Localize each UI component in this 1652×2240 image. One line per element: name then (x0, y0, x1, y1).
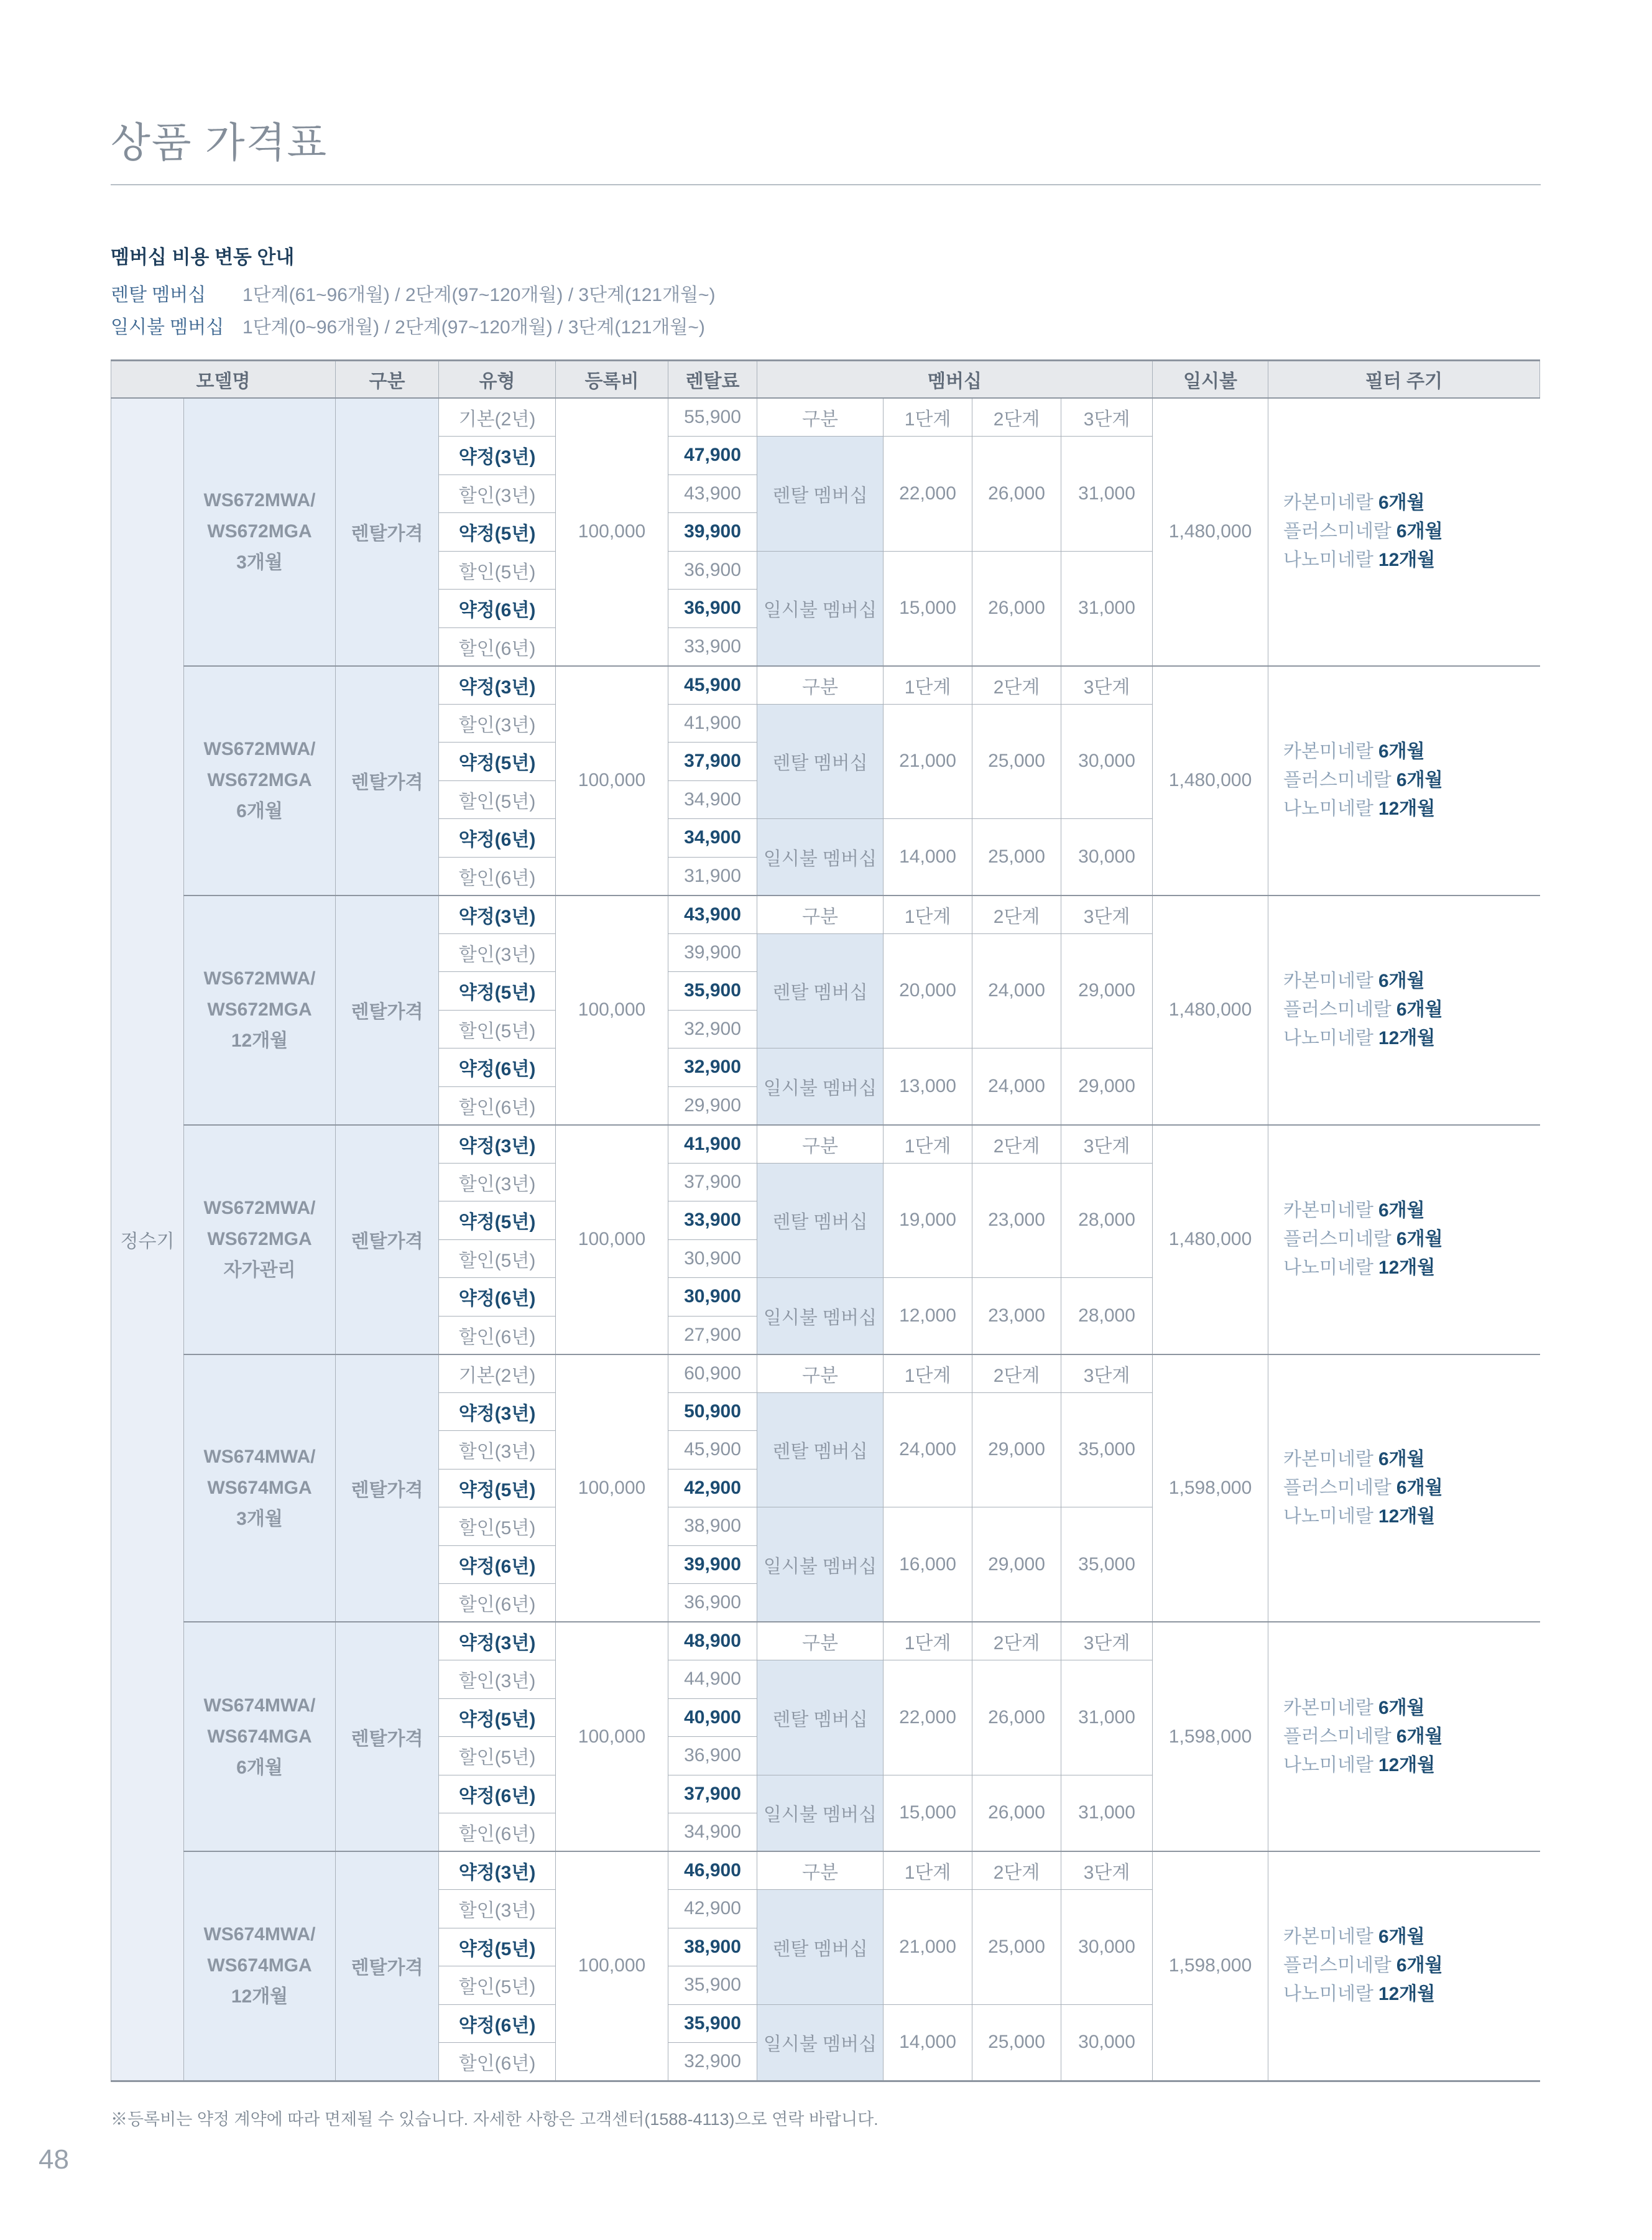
rental-fee-cell: 30,900 (668, 1239, 757, 1278)
notice-text-lump: 1단계(0~96개월) / 2단계(97~120개월) / 3단계(121개월~) (242, 317, 705, 338)
membership-value-cell: 26,000 (972, 551, 1061, 666)
membership-value-cell: 26,000 (972, 1660, 1061, 1775)
rental-fee-cell: 36,900 (668, 1584, 757, 1622)
filter-period: 12개월 (1378, 550, 1436, 571)
rental-fee-cell: 47,900 (668, 437, 757, 475)
membership-value-cell: 21,000 (884, 704, 972, 819)
page-number: 48 (39, 2144, 69, 2175)
membership-value-cell: 31,000 (1061, 1660, 1153, 1775)
plan-type-cell: 할인(6년) (439, 627, 556, 666)
filter-period: 6개월 (1378, 741, 1425, 762)
plan-type-cell: 약정(3년) (439, 666, 556, 705)
plan-type-cell: 약정(3년) (439, 1851, 556, 1890)
filter-cycle-cell (1268, 1851, 1540, 2081)
membership-value-cell: 16,000 (884, 1507, 972, 1622)
filter-period: 12개월 (1378, 1754, 1436, 1775)
membership-value-cell: 26,000 (972, 437, 1061, 552)
plan-type-cell: 할인(3년) (439, 474, 556, 513)
filter-cycle-cell (1268, 398, 1540, 666)
membership-value-cell: 23,000 (972, 1278, 1061, 1354)
filter-period: 6개월 (1396, 1955, 1443, 1976)
membership-value-cell: 31,000 (1061, 437, 1153, 552)
pricing-type-cell: 렌탈가격 (336, 1125, 439, 1354)
membership-col-header: 1단계 (884, 1354, 972, 1393)
membership-value-cell: 15,000 (884, 551, 972, 666)
filter-name: 카본미네랄 (1283, 741, 1373, 762)
filter-period: 12개월 (1378, 1028, 1436, 1048)
registration-fee-cell: 100,000 (556, 896, 668, 1125)
membership-col-header: 3단계 (1061, 1622, 1153, 1660)
membership-value-cell: 29,000 (972, 1507, 1061, 1622)
rental-fee-cell: 40,900 (668, 1698, 757, 1737)
rental-fee-cell: 27,900 (668, 1316, 757, 1354)
plan-type-cell: 할인(5년) (439, 1737, 556, 1775)
membership-col-header: 구분 (757, 1851, 884, 1890)
lump-sum-cell: 1,598,000 (1153, 1622, 1268, 1851)
plan-type-cell: 약정(5년) (439, 1928, 556, 1966)
filter-name: 플러스미네랄 (1283, 1955, 1391, 1976)
plan-type-cell: 할인(6년) (439, 2043, 556, 2081)
membership-label-cell: 렌탈 멤버십 (757, 1660, 884, 1775)
rental-fee-cell: 37,900 (668, 1775, 757, 1813)
membership-col-header: 3단계 (1061, 896, 1153, 934)
rental-fee-cell: 34,900 (668, 780, 757, 819)
membership-col-header: 구분 (757, 398, 884, 437)
registration-fee-cell: 100,000 (556, 1851, 668, 2081)
price-table-body (111, 398, 1540, 2081)
membership-value-cell: 29,000 (972, 1392, 1061, 1507)
rental-fee-cell: 39,900 (668, 513, 757, 552)
rental-fee-cell: 33,900 (668, 1201, 757, 1240)
lump-sum-cell: 1,480,000 (1153, 1125, 1268, 1354)
filter-cycle-cell (1268, 1354, 1540, 1622)
rental-fee-cell: 45,900 (668, 666, 757, 705)
plan-type-cell: 할인(6년) (439, 1813, 556, 1852)
filter-period: 6개월 (1396, 1229, 1443, 1249)
pricing-type-cell: 렌탈가격 (336, 896, 439, 1125)
rental-fee-cell: 45,900 (668, 1431, 757, 1469)
membership-value-cell: 25,000 (972, 1890, 1061, 2005)
filter-period: 12개월 (1378, 1257, 1436, 1278)
model-cell: WS674MWA/ WS674MGA 3개월 (184, 1354, 336, 1622)
notice-line-rental (111, 279, 716, 312)
membership-col-header: 3단계 (1061, 398, 1153, 437)
membership-value-cell: 28,000 (1061, 1278, 1153, 1354)
membership-label-cell: 일시불 멤버십 (757, 1775, 884, 1851)
rental-fee-cell: 41,900 (668, 1125, 757, 1164)
table-header-row (111, 361, 1540, 399)
membership-col-header: 1단계 (884, 1851, 972, 1890)
membership-col-header: 3단계 (1061, 1354, 1153, 1393)
membership-col-header: 2단계 (972, 666, 1061, 705)
price-table-wrap (111, 359, 1540, 2082)
filter-period: 6개월 (1396, 1477, 1443, 1498)
filter-cycle-cell (1268, 896, 1540, 1125)
plan-type-cell: 약정(5년) (439, 1201, 556, 1240)
col-header-membership: 멤버십 (757, 361, 1153, 399)
model-cell: WS672MWA/ WS672MGA 3개월 (184, 398, 336, 666)
membership-label-cell: 일시불 멤버십 (757, 551, 884, 666)
plan-type-cell: 할인(5년) (439, 1010, 556, 1048)
filter-cycle-cell (1268, 1125, 1540, 1354)
rental-fee-cell: 32,900 (668, 2043, 757, 2081)
membership-label-cell: 렌탈 멤버십 (757, 1392, 884, 1507)
membership-value-cell: 28,000 (1061, 1163, 1153, 1278)
membership-value-cell: 35,000 (1061, 1392, 1153, 1507)
membership-col-header: 구분 (757, 1622, 884, 1660)
membership-col-header: 구분 (757, 1125, 884, 1164)
filter-name: 나노미네랄 (1283, 1028, 1373, 1048)
plan-type-cell: 할인(6년) (439, 1584, 556, 1622)
membership-value-cell: 30,000 (1061, 819, 1153, 896)
filter-name: 나노미네랄 (1283, 1506, 1373, 1527)
plan-type-cell: 약정(5년) (439, 513, 556, 552)
membership-value-cell: 24,000 (972, 1048, 1061, 1125)
filter-period: 6개월 (1378, 971, 1425, 991)
registration-fee-cell: 100,000 (556, 1622, 668, 1851)
rental-fee-cell: 60,900 (668, 1354, 757, 1393)
pricing-type-cell: 렌탈가격 (336, 666, 439, 896)
model-cell: WS672MWA/ WS672MGA 6개월 (184, 666, 336, 896)
filter-period: 6개월 (1396, 1726, 1443, 1747)
rental-fee-cell: 46,900 (668, 1851, 757, 1890)
filter-period: 6개월 (1378, 1697, 1425, 1718)
plan-type-cell: 약정(6년) (439, 590, 556, 628)
plan-type-cell: 할인(5년) (439, 1966, 556, 2005)
filter-period: 6개월 (1396, 770, 1443, 790)
notice-text-rental: 1단계(61~96개월) / 2단계(97~120개월) / 3단계(121개월~) (242, 285, 716, 305)
membership-col-header: 2단계 (972, 1851, 1061, 1890)
membership-value-cell: 30,000 (1061, 2004, 1153, 2081)
rental-fee-cell: 36,900 (668, 551, 757, 590)
membership-col-header: 2단계 (972, 1354, 1061, 1393)
rental-fee-cell: 35,900 (668, 1966, 757, 2005)
plan-type-cell: 할인(3년) (439, 933, 556, 972)
membership-col-header: 1단계 (884, 1125, 972, 1164)
rental-fee-cell: 50,900 (668, 1392, 757, 1431)
plan-type-cell: 기본(2년) (439, 398, 556, 437)
plan-type-cell: 약정(6년) (439, 2004, 556, 2043)
plan-type-cell: 약정(3년) (439, 896, 556, 934)
filter-name: 플러스미네랄 (1283, 1477, 1391, 1498)
filter-name: 나노미네랄 (1283, 1257, 1373, 1278)
rental-fee-cell: 43,900 (668, 896, 757, 934)
membership-label-cell: 렌탈 멤버십 (757, 437, 884, 552)
membership-label-cell: 일시불 멤버십 (757, 819, 884, 896)
membership-col-header: 구분 (757, 666, 884, 705)
membership-value-cell: 19,000 (884, 1163, 972, 1278)
col-header-rental-fee: 렌탈료 (668, 361, 757, 399)
plan-type-cell: 약정(3년) (439, 1125, 556, 1164)
membership-label-cell: 일시불 멤버십 (757, 1048, 884, 1125)
plan-type-cell: 할인(3년) (439, 1890, 556, 1928)
membership-label-cell: 렌탈 멤버십 (757, 1163, 884, 1278)
membership-value-cell: 30,000 (1061, 704, 1153, 819)
plan-type-cell: 약정(6년) (439, 1278, 556, 1317)
col-header-model: 모델명 (111, 361, 336, 399)
plan-type-cell: 약정(6년) (439, 1048, 556, 1087)
filter-name: 나노미네랄 (1283, 1984, 1373, 2005)
membership-value-cell: 30,000 (1061, 1890, 1153, 2005)
plan-type-cell: 약정(3년) (439, 437, 556, 475)
table-row (111, 666, 1540, 705)
membership-value-cell: 20,000 (884, 933, 972, 1048)
page-title: 상품 가격표 (111, 119, 328, 165)
rental-fee-cell: 29,900 (668, 1086, 757, 1125)
model-cell: WS672MWA/ WS672MGA 자가관리 (184, 1125, 336, 1354)
rental-fee-cell: 39,900 (668, 933, 757, 972)
rental-fee-cell: 42,900 (668, 1469, 757, 1507)
filter-name: 카본미네랄 (1283, 1448, 1373, 1469)
filter-period: 6개월 (1396, 521, 1443, 542)
pricing-type-cell: 렌탈가격 (336, 1851, 439, 2081)
membership-col-header: 1단계 (884, 1622, 972, 1660)
membership-value-cell: 22,000 (884, 1660, 972, 1775)
membership-value-cell: 29,000 (1061, 1048, 1153, 1125)
filter-name: 플러스미네랄 (1283, 770, 1391, 790)
membership-value-cell: 24,000 (972, 933, 1061, 1048)
table-row (111, 1354, 1540, 1393)
plan-type-cell: 할인(6년) (439, 1086, 556, 1125)
membership-col-header: 2단계 (972, 1125, 1061, 1164)
membership-col-header: 구분 (757, 1354, 884, 1393)
rental-fee-cell: 35,900 (668, 2004, 757, 2043)
filter-name: 나노미네랄 (1283, 798, 1373, 819)
rental-fee-cell: 36,900 (668, 1737, 757, 1775)
filter-period: 6개월 (1378, 1200, 1425, 1221)
plan-type-cell: 약정(6년) (439, 1545, 556, 1584)
table-row (111, 896, 1540, 934)
membership-value-cell: 25,000 (972, 2004, 1061, 2081)
membership-col-header: 1단계 (884, 896, 972, 934)
lump-sum-cell: 1,598,000 (1153, 1354, 1268, 1622)
lump-sum-cell: 1,598,000 (1153, 1851, 1268, 2081)
filter-cycle-cell (1268, 1622, 1540, 1851)
rental-fee-cell: 43,900 (668, 474, 757, 513)
membership-label-cell: 일시불 멤버십 (757, 1507, 884, 1622)
rental-fee-cell: 48,900 (668, 1622, 757, 1660)
plan-type-cell: 할인(6년) (439, 857, 556, 896)
price-table (111, 359, 1540, 2082)
filter-name: 플러스미네랄 (1283, 999, 1391, 1020)
plan-type-cell: 할인(5년) (439, 1239, 556, 1278)
plan-type-cell: 할인(6년) (439, 1316, 556, 1354)
filter-name: 카본미네랄 (1283, 1697, 1373, 1718)
filter-name: 카본미네랄 (1283, 1927, 1373, 1948)
rental-fee-cell: 39,900 (668, 1545, 757, 1584)
plan-type-cell: 약정(5년) (439, 1469, 556, 1507)
lump-sum-cell: 1,480,000 (1153, 896, 1268, 1125)
pricing-type-cell: 렌탈가격 (336, 1622, 439, 1851)
plan-type-cell: 할인(3년) (439, 1431, 556, 1469)
rental-fee-cell: 55,900 (668, 398, 757, 437)
membership-col-header: 3단계 (1061, 1125, 1153, 1164)
lump-sum-cell: 1,480,000 (1153, 666, 1268, 896)
membership-col-header: 2단계 (972, 398, 1061, 437)
filter-name: 플러스미네랄 (1283, 521, 1391, 542)
rental-fee-cell: 38,900 (668, 1928, 757, 1966)
rental-fee-cell: 33,900 (668, 627, 757, 666)
membership-value-cell: 31,000 (1061, 1775, 1153, 1851)
filter-period: 6개월 (1378, 493, 1425, 514)
table-row (111, 1622, 1540, 1660)
filter-cycle-cell (1268, 666, 1540, 896)
notice-heading: 멤버십 비용 변동 안내 (111, 246, 295, 268)
membership-value-cell: 14,000 (884, 2004, 972, 2081)
registration-fee-cell: 100,000 (556, 1125, 668, 1354)
rental-fee-cell: 34,900 (668, 1813, 757, 1852)
footnote: ※등록비는 약정 계약에 따라 면제될 수 있습니다. 자세한 사항은 고객센터(1588-4113)으로 연락 바랍니다. (111, 2110, 879, 2129)
membership-value-cell: 15,000 (884, 1775, 972, 1851)
membership-col-header: 1단계 (884, 398, 972, 437)
membership-col-header: 3단계 (1061, 1851, 1153, 1890)
membership-value-cell: 26,000 (972, 1775, 1061, 1851)
rental-fee-cell: 32,900 (668, 1048, 757, 1087)
filter-name: 플러스미네랄 (1283, 1229, 1391, 1249)
model-cell: WS672MWA/ WS672MGA 12개월 (184, 896, 336, 1125)
membership-value-cell: 24,000 (884, 1392, 972, 1507)
filter-name: 나노미네랄 (1283, 1754, 1373, 1775)
category-cell: 정수기 (111, 398, 184, 2081)
plan-type-cell: 약정(6년) (439, 1775, 556, 1813)
plan-type-cell: 기본(2년) (439, 1354, 556, 1393)
rental-fee-cell: 30,900 (668, 1278, 757, 1317)
plan-type-cell: 할인(3년) (439, 704, 556, 743)
membership-col-header: 구분 (757, 896, 884, 934)
membership-value-cell: 22,000 (884, 437, 972, 552)
membership-col-header: 1단계 (884, 666, 972, 705)
filter-period: 6개월 (1378, 1927, 1425, 1948)
membership-label-cell: 렌탈 멤버십 (757, 1890, 884, 2005)
membership-label-cell: 렌탈 멤버십 (757, 704, 884, 819)
pricing-type-cell: 렌탈가격 (336, 1354, 439, 1622)
membership-label-cell: 렌탈 멤버십 (757, 933, 884, 1048)
filter-period: 12개월 (1378, 1506, 1436, 1527)
plan-type-cell: 할인(3년) (439, 1660, 556, 1699)
rental-fee-cell: 34,900 (668, 819, 757, 858)
rental-fee-cell: 42,900 (668, 1890, 757, 1928)
rental-fee-cell: 37,900 (668, 743, 757, 781)
pricing-type-cell: 렌탈가격 (336, 398, 439, 666)
table-row (111, 1851, 1540, 1890)
registration-fee-cell: 100,000 (556, 398, 668, 666)
rental-fee-cell: 38,900 (668, 1507, 757, 1546)
filter-period: 6개월 (1378, 1448, 1425, 1469)
col-header-filter-cycle: 필터 주기 (1268, 361, 1540, 399)
membership-value-cell: 25,000 (972, 819, 1061, 896)
plan-type-cell: 할인(5년) (439, 1507, 556, 1546)
rental-fee-cell: 35,900 (668, 972, 757, 1011)
membership-col-header: 2단계 (972, 896, 1061, 934)
filter-period: 12개월 (1378, 798, 1436, 819)
lump-sum-cell: 1,480,000 (1153, 398, 1268, 666)
plan-type-cell: 약정(6년) (439, 819, 556, 858)
filter-period: 12개월 (1378, 1984, 1436, 2005)
col-header-type: 유형 (439, 361, 556, 399)
col-header-gubun: 구분 (336, 361, 439, 399)
filter-name: 카본미네랄 (1283, 971, 1373, 991)
membership-value-cell: 13,000 (884, 1048, 972, 1125)
notice-label-rental: 렌탈 멤버십 (111, 285, 206, 305)
membership-value-cell: 23,000 (972, 1163, 1061, 1278)
plan-type-cell: 할인(5년) (439, 551, 556, 590)
membership-col-header: 3단계 (1061, 666, 1153, 705)
membership-col-header: 2단계 (972, 1622, 1061, 1660)
table-row (111, 398, 1540, 437)
model-cell: WS674MWA/ WS674MGA 12개월 (184, 1851, 336, 2081)
registration-fee-cell: 100,000 (556, 1354, 668, 1622)
col-header-registration: 등록비 (556, 361, 668, 399)
filter-name: 카본미네랄 (1283, 1200, 1373, 1221)
table-row (111, 1125, 1540, 1164)
title-divider (111, 184, 1541, 185)
plan-type-cell: 약정(5년) (439, 1698, 556, 1737)
rental-fee-cell: 36,900 (668, 590, 757, 628)
notice-label-lump: 일시불 멤버십 (111, 317, 224, 338)
membership-value-cell: 25,000 (972, 704, 1061, 819)
rental-fee-cell: 37,900 (668, 1163, 757, 1201)
rental-fee-cell: 44,900 (668, 1660, 757, 1699)
filter-name: 카본미네랄 (1283, 493, 1373, 514)
rental-fee-cell: 31,900 (668, 857, 757, 896)
membership-value-cell: 29,000 (1061, 933, 1153, 1048)
membership-value-cell: 12,000 (884, 1278, 972, 1354)
rental-fee-cell: 32,900 (668, 1010, 757, 1048)
plan-type-cell: 약정(5년) (439, 972, 556, 1011)
filter-name: 플러스미네랄 (1283, 1726, 1391, 1747)
plan-type-cell: 약정(5년) (439, 743, 556, 781)
plan-type-cell: 약정(3년) (439, 1622, 556, 1660)
membership-value-cell: 31,000 (1061, 551, 1153, 666)
filter-name: 나노미네랄 (1283, 550, 1373, 571)
plan-type-cell: 할인(3년) (439, 1163, 556, 1201)
notice-line-lump (111, 312, 716, 344)
plan-type-cell: 할인(5년) (439, 780, 556, 819)
membership-value-cell: 14,000 (884, 819, 972, 896)
model-cell: WS674MWA/ WS674MGA 6개월 (184, 1622, 336, 1851)
membership-label-cell: 일시불 멤버십 (757, 2004, 884, 2081)
rental-fee-cell: 41,900 (668, 704, 757, 743)
registration-fee-cell: 100,000 (556, 666, 668, 896)
membership-notice (111, 241, 716, 344)
membership-label-cell: 일시불 멤버십 (757, 1278, 884, 1354)
filter-period: 6개월 (1396, 999, 1443, 1020)
membership-value-cell: 35,000 (1061, 1507, 1153, 1622)
plan-type-cell: 약정(3년) (439, 1392, 556, 1431)
col-header-lump-sum: 일시불 (1153, 361, 1268, 399)
membership-value-cell: 21,000 (884, 1890, 972, 2005)
